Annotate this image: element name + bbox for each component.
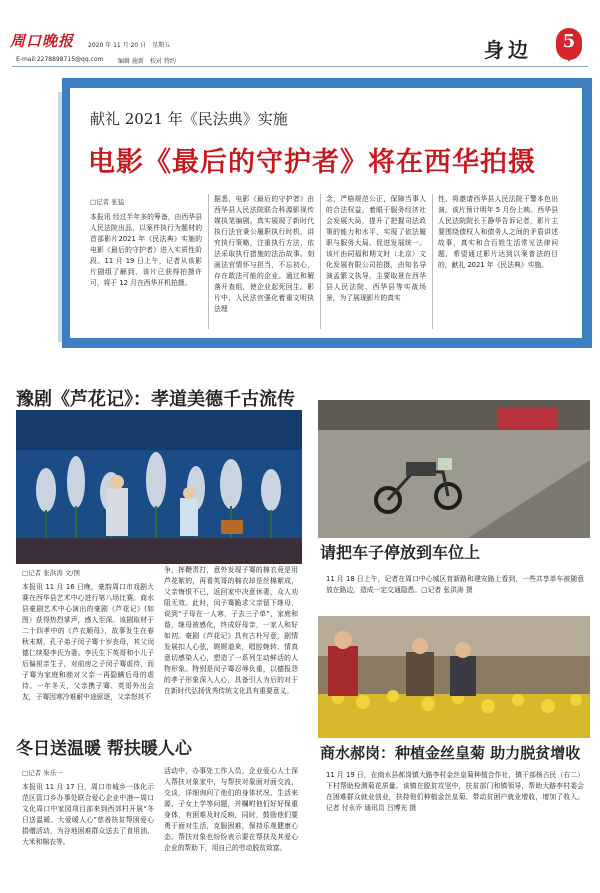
masthead-divider	[12, 66, 588, 67]
lead-byline: □记者 张猛	[90, 198, 125, 206]
contact-email: E-mail:2278898715@qq.com	[16, 56, 104, 63]
winter-headline: 冬日送温暖 帮扶暖人心	[16, 739, 192, 759]
editor-credits: 编辑 施新 校对 特约	[118, 58, 176, 65]
lead-column-3: 念，严格规范公正，保障当事人的合法权益，着眼于服务经济社会发展大局，提升了把握司法政策的能力和水平，实现了依法履职与服务大局、促进发展统一。该片由同福和期文时（北京）文化发展有限公司拍摄，由知名导演孟繁文执导，主要取景在西华县人民法院、西华县等实战场景，为了展现影片的真实	[326, 195, 426, 302]
lead-column-4: 性，将邀请西华县人民法院干警本色出演。该片预计明年 5 月份上映。西华县人民法院院长王静华告诉记者，影片主要围绕债权人和债务人之间的矛盾讲述故事，真实和合百姓生活常见法律问题，希望通过影片达到以案普法的目的，献礼 2021 年《民法典》实施。	[438, 195, 558, 269]
chrysanthemum-headline: 商水郝岗：种植金丝皇菊 助力脱贫增收	[320, 744, 581, 762]
parking-caption: 11 月 18 日上午，记者在周口中心城区育新路和建安路上看到，一些共享单车被随意放在路边，造成一定交通隐患。□记者 张洪涛 摄	[326, 575, 584, 594]
opera-byline: □记者 张洪涛 文/图	[22, 569, 80, 577]
chrysanthemum-caption: 11 月 19 日，在商水县郝岗镇大路李村金丝皇菊种植合作社，镇干部杨占民（右二）下村帮助检测菊花质量。该镇在脱贫攻坚中，扶贫部门和镇领导，帮助大路李村委会在困难群众就业创业，扶持他们种植金丝皇菊、带动贫困户就业增收，增加了收入。记者 付永乔 通讯员 吕博光 摄	[326, 771, 584, 812]
column-divider	[320, 194, 321, 329]
opera-column-1: 本报讯 11 月 16 日晚，豪韵周口市戏剧大赛在西华县艺术中心进行第八场比赛。商水县豪剧艺术中心演出的豪剧《芦花记》(如图）获得热烈掌声，感人至深。该剧取材于二十四孝中的《芦衣顺母》，故事发生在春秋末期，孔子弟子闵子骞十岁丧母，其父闵德仁续娶李氏为妻。李氏生下英哥和小儿子后偏袒亲生子，对前房之子闵子骞虐待，而子骞为家庭和睦对父亲一再隐瞒后母的虐待。一年冬天，父亲携子骞、英哥外出会友，子骞因寒冷难耐中途驱逐，父亲怒其不	[22, 583, 154, 701]
opera-stage-photo	[16, 410, 302, 564]
column-divider	[432, 194, 433, 329]
newspaper-logo: 周口晚报	[10, 32, 75, 50]
parking-headline: 请把车子停放到车位上	[320, 543, 481, 562]
lead-column-1: 本报讯 经过半年多的筹备，由西华县人民法院出品，以案件执行为题材的首部影片2021 年《民法典》实施的电影《最后的守护者》进入实质性阶段。11 月 19 日上午，记者从该影片剧组了解到，该片已获得拍摄许可，将于 12 月在西华开机拍摄。	[90, 213, 202, 287]
parking-photo	[318, 400, 590, 538]
winter-column-2: 活动中，办事处工作人员、企业爱心人士深入帮扶对象家中，与帮扶对象面对面交流，交谈，详细询问了他们的身体状况、生活来源、子女上学等问题，并嘱咐他们好好保重身体，有困难及时反映，同时，鼓励他们要勇于面对生活，克服困难，保持乐观健康心态。帮扶对象也纷纷表示要在帮扶及其爱心企业的帮助下，用自己的劳动脱贫致富。	[164, 767, 298, 852]
opera-column-2: 争，挥鞭责打，意外发现子骞的棉衣竟是用芦花絮的，再看英哥的棉衣却是丝棉絮成，父亲悔恨不已，返回家中决意休妻，众人劝阻无效。此时，闵子骞跪求父亲留下继母，说到“子母在一人寒，子去三子单”，家庭和谐，继母被感化，终成好母亲，一家人和好如初。豪剧《芦花记》具有古朴写意，剧情发展扣人心弦，娓娓道来，唱腔婉转、情真意切感染人心，塑造了一系列生动鲜活的人物形象。特别是闵子骞忍辱负重，以德报怨的孝子形象深入人心，具备引人为后的对于在新时代弘扬优秀传统文化具有重要意义。	[164, 566, 298, 695]
page-badge-pin-icon	[565, 54, 573, 62]
lead-story-accent-bar	[58, 92, 62, 342]
lead-column-2: 据悉，电影《最后的守护者》由西华县人民法院联合科源影视传媒执笔编剧。真实展现了新时代执行法官秉公履职执行时机，讲究执行策略，注重执行方法，依法采取执行措施的法治故事。刻画法官情怀与担当，不忘初心，存在敢法可能的企业。通过和解落开查组，使企业起死回生。影片中，人民法官强化着重文明执法理	[214, 195, 314, 313]
column-divider	[208, 194, 209, 329]
winter-column-1: 本报讯 11 月 17 日，周口市城乡一体化示范区管口乡办事处联合爱心企业中港—周口文化周口中家园项目部来到西郊村开展“冬日送温暖、大爱暖人心”慈善扶贫帮困爱心捐赠活动，为谷地困难群众送去了食用油、大米和棉衣等。	[22, 783, 154, 846]
chrysanthemum-photo	[318, 616, 590, 738]
opera-headline: 豫剧《芦花记》：孝道美德千古流传	[16, 389, 295, 410]
issue-date: 2020 年 11 月 20 日 星期五	[88, 42, 171, 49]
page-number-badge: 5	[556, 28, 582, 60]
section-name: 身边	[484, 38, 532, 62]
lead-kicker: 献礼 2021 年《民法典》实施	[90, 110, 288, 128]
winter-byline: □记者 朱乐一	[22, 769, 63, 777]
lead-headline: 电影《最后的守护者》将在西华拍摄	[88, 147, 536, 178]
